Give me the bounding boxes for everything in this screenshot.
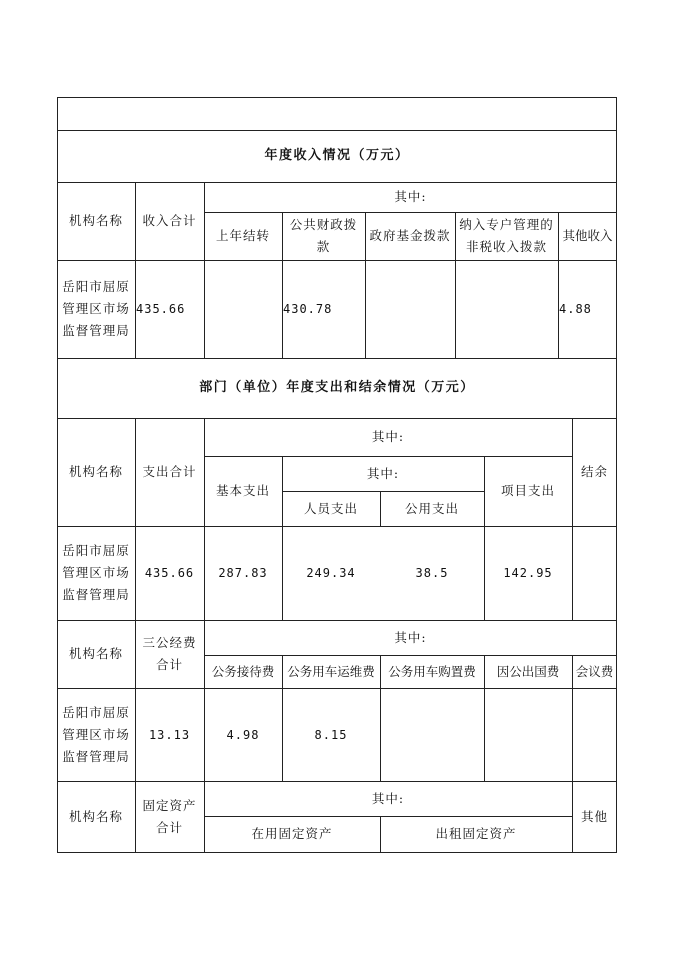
- income-total-header: 收入合计: [142, 213, 197, 228]
- income-org-name-header: 机构名称: [68, 213, 123, 228]
- expenditure-project-header: 项目支出: [500, 483, 555, 498]
- sangong-total-value: 13.13: [148, 727, 191, 742]
- income-nontax-header: [455, 212, 558, 260]
- expenditure-public-use-value: 38.5: [415, 566, 449, 580]
- org-line: 管理区市场: [62, 565, 130, 580]
- rule: [57, 852, 617, 853]
- income-other-header: 其他收入: [562, 228, 613, 243]
- header-line: 公共财政拨: [289, 217, 358, 232]
- expenditure-balance-header: 结余: [580, 464, 608, 479]
- org-line: 监督管理局: [62, 323, 130, 338]
- income-prev-carryover-value: [204, 260, 282, 358]
- org-line: 监督管理局: [62, 748, 130, 764]
- expenditure-among-header: 其中:: [371, 429, 405, 444]
- income-org-name-cell: [57, 260, 135, 358]
- header-line: 款: [316, 239, 331, 254]
- sangong-meeting-header: 会议费: [575, 663, 614, 679]
- income-gov-fund-value: [365, 260, 455, 358]
- assets-among-header: 其中:: [371, 790, 405, 806]
- income-section-title: 年度收入情况（万元）: [264, 148, 410, 163]
- expenditure-public-use-header: 公用支出: [404, 500, 459, 516]
- org-line: 管理区市场: [62, 726, 130, 742]
- income-among-header: 其中:: [394, 189, 427, 204]
- expenditure-total-value: 435.66: [144, 566, 195, 580]
- expenditure-basic-header: 基本支出: [215, 483, 270, 498]
- sangong-vehicle-buy-header: 公务用车购置费: [388, 663, 476, 679]
- org-line: 管理区市场: [62, 301, 130, 316]
- income-other-value: 4.88: [559, 302, 592, 316]
- expenditure-org-name-cell: [57, 526, 135, 620]
- sangong-vehicle-op-header: 公务用车运维费: [287, 663, 375, 679]
- sangong-reception-header: 公务接待费: [211, 663, 275, 679]
- expenditure-org-name-header: 机构名称: [68, 464, 123, 479]
- org-line: 监督管理局: [62, 587, 130, 602]
- sangong-vehicle-op-value: 8.15: [314, 727, 348, 742]
- expenditure-personnel-value: 249.34: [306, 566, 356, 580]
- sangong-meeting-value: [572, 688, 617, 781]
- income-prev-carryover-header: 上年结转: [215, 228, 270, 243]
- income-public-finance-value: 430.78: [283, 302, 333, 316]
- expenditure-section-title: 部门（单位）年度支出和结余情况（万元）: [199, 380, 475, 395]
- sangong-org-name-header: 机构名称: [68, 646, 123, 661]
- expenditure-among2-header: 其中:: [366, 465, 400, 481]
- assets-rented-header: 出租固定资产: [435, 826, 517, 841]
- income-total-value: 435.66: [136, 302, 186, 316]
- org-line: 岳阳市屈原: [62, 279, 130, 294]
- assets-total-header: [135, 781, 204, 852]
- sangong-vehicle-buy-value: [380, 688, 484, 781]
- sangong-total-header: [135, 620, 204, 688]
- sangong-reception-value: 4.98: [226, 727, 260, 742]
- org-line: 岳阳市屈原: [62, 543, 130, 558]
- expenditure-total-header: 支出合计: [142, 464, 197, 479]
- sangong-overseas-header: 因公出国费: [496, 663, 560, 679]
- header-line: 固定资产: [142, 797, 197, 813]
- assets-org-name-header: 机构名称: [68, 808, 123, 824]
- income-nontax-value: [455, 260, 558, 358]
- rule: [57, 97, 617, 98]
- header-line: 非税收入拨款: [465, 239, 547, 254]
- sangong-among-header: 其中:: [394, 629, 427, 645]
- income-public-finance-header: [282, 212, 365, 260]
- header-line: 纳入专户管理的: [459, 217, 554, 232]
- header-line: 合计: [155, 819, 183, 835]
- header-line: 合计: [155, 657, 183, 672]
- header-line: 三公经费: [142, 635, 197, 650]
- assets-other-header: 其他: [580, 808, 608, 824]
- sangong-org-name-cell: [57, 688, 135, 781]
- expenditure-personnel-header: 人员支出: [303, 500, 358, 516]
- sangong-overseas-value: [484, 688, 572, 781]
- assets-in-use-header: 在用固定资产: [251, 826, 333, 841]
- expenditure-basic-value: 287.83: [218, 566, 268, 580]
- expenditure-balance-value: [572, 526, 617, 620]
- expenditure-project-value: 142.95: [503, 566, 553, 580]
- org-line: 岳阳市屈原: [62, 704, 130, 720]
- income-gov-fund-header: 政府基金拨款: [369, 228, 451, 243]
